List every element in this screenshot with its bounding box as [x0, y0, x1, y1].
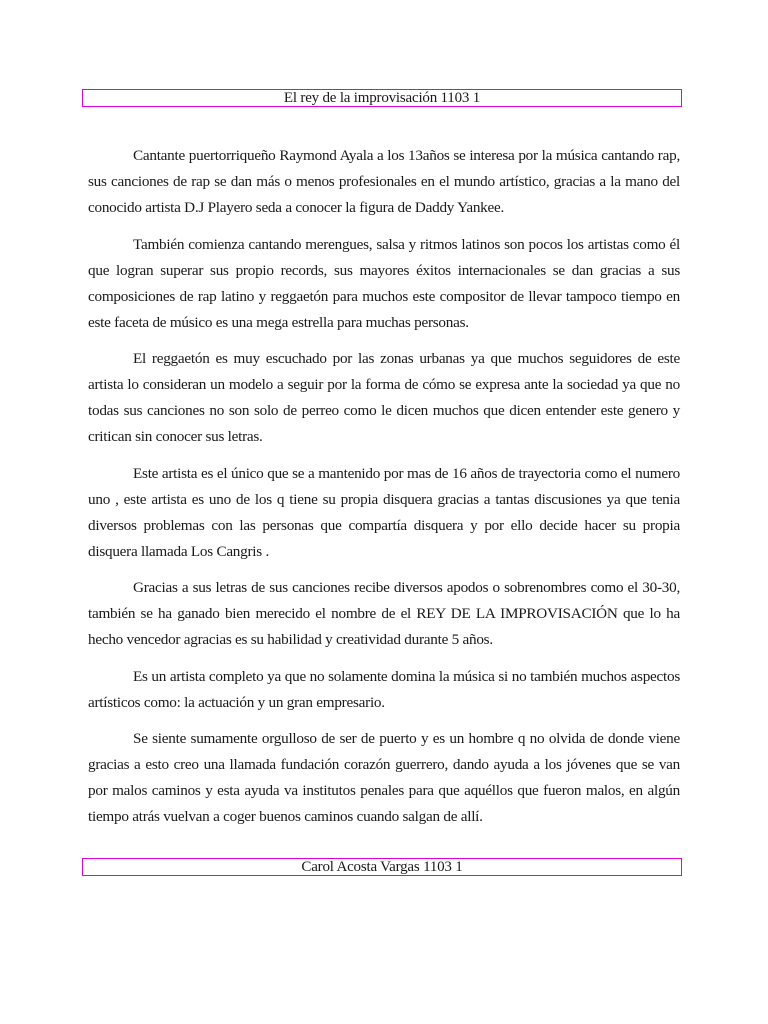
paragraph-5: Gracias a sus letras de sus canciones recibe diversos apodos o sobrenombres como el 30-30, también se ha ganado bien merecido el nombre de el REY DE LA IMPROVISACIÓN que lo ha hecho vencedor agracias es su habilidad y creatividad durante 5 años.	[88, 579, 680, 648]
paragraph-4: Este artista es el único que se a mantenido por mas de 16 años de trayectoria como el numero uno , este artista es uno de los q tiene su propia disquera gracias a tantas discusiones ya que tenia diversos problemas con las personas que compartía disquera y por ello decide hacer su propia disquera llamada Los Cangris .	[88, 464, 680, 560]
paragraph-1: Cantante puertorriqueño Raymond Ayala a los 13años se interesa por la música cantando rap, sus canciones de rap se dan más o menos profesionales en el mundo artístico, gracias a la mano del conocido artista D.J Playero seda a conocer la figura de Daddy Yankee.	[88, 147, 680, 216]
paragraph-6: Es un artista completo ya que no solamente domina la música si no también muchos aspectos artísticos como: la actuación y un gran empresario.	[88, 667, 680, 711]
paragraph-3: El reggaetón es muy escuchado por las zonas urbanas ya que muchos seguidores de este artista lo consideran un modelo a seguir por la forma de cómo se expresa ante la sociedad ya que no todas sus canciones no son solo de perreo como le dicen muchos que dicen entender este genero y critican sin conocer sus letras.	[88, 350, 680, 445]
document-title: El rey de la improvisación 1103 1	[82, 89, 682, 107]
document-footer-author: Carol Acosta Vargas 1103 1	[82, 858, 682, 876]
paragraph-7: Se siente sumamente orgulloso de ser de puerto y es un hombre q no olvida de donde viene gracias a esto creo una llamada fundación corazón guerrero, dando ayuda a los jóvenes que se van por malos caminos y esta ayuda va institutos penales para que aquéllos que fueron malos, en algún tiempo atrás vuelvan a coger buenos caminos cuando salgan de allí.	[88, 730, 680, 825]
paragraph-2: También comienza cantando merengues, salsa y ritmos latinos son pocos los artistas como él que logran superar sus propio records, sus mayores éxitos internacionales se dan gracias a sus composiciones de rap latino y reggaetón para muchos este compositor de llevar tampoco tiempo en este faceta de músico es una mega estrella para muchas personas.	[88, 235, 680, 331]
document-body	[88, 143, 680, 841]
